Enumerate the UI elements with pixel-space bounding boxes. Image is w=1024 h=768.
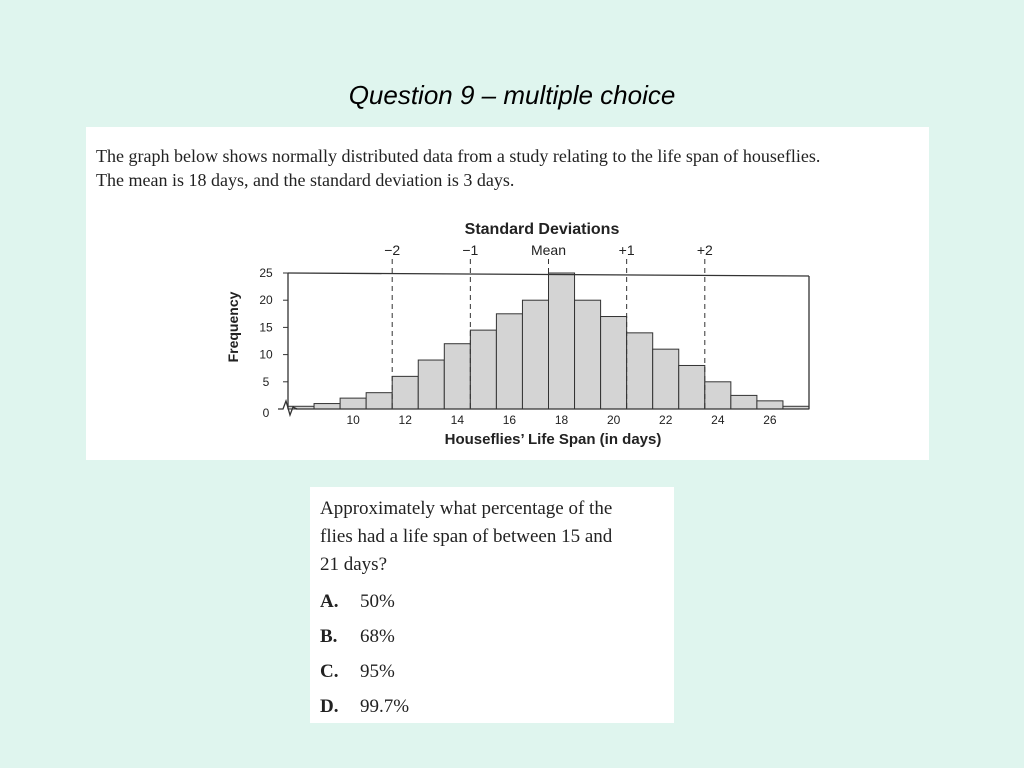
slide-title: Question 9 – multiple choice bbox=[348, 80, 676, 110]
question-line: flies had a life span of between 15 and bbox=[320, 526, 613, 547]
y-axis-label: Frequency bbox=[225, 291, 241, 363]
histogram-bar bbox=[575, 300, 601, 409]
x-tick-label: 14 bbox=[450, 413, 465, 427]
choice-letter: C. bbox=[320, 661, 339, 682]
histogram-bar bbox=[705, 382, 731, 409]
sd-marker-label: Mean bbox=[530, 242, 567, 258]
x-tick-label: 12 bbox=[398, 413, 412, 427]
histogram-bar bbox=[392, 376, 418, 409]
y-tick-label: 20 bbox=[259, 293, 273, 308]
histogram-bar bbox=[757, 401, 783, 409]
y-tick-label: 15 bbox=[259, 320, 273, 335]
question-line: 21 days? bbox=[320, 554, 388, 575]
x-axis-label: Houseflies’ Life Span (in days) bbox=[444, 431, 662, 448]
choice-letter: D. bbox=[320, 696, 339, 717]
x-tick-label: 16 bbox=[502, 413, 517, 427]
sd-marker-label: −2 bbox=[384, 242, 401, 258]
x-tick-label: 22 bbox=[659, 413, 673, 427]
sd-marker-label: +1 bbox=[618, 242, 635, 258]
sd-marker-label: −1 bbox=[462, 242, 479, 258]
x-tick-label: 20 bbox=[606, 413, 621, 427]
chart-title: Standard Deviations bbox=[464, 221, 620, 238]
x-tick-label: 10 bbox=[346, 413, 360, 427]
choice-d[interactable] bbox=[320, 696, 409, 718]
choice-c[interactable] bbox=[320, 661, 395, 683]
histogram-bar bbox=[496, 314, 522, 409]
histogram-bar bbox=[679, 365, 705, 409]
y-tick-label: 0 bbox=[262, 406, 270, 420]
choice-text: 50% bbox=[360, 591, 395, 612]
histogram-bar bbox=[340, 398, 366, 409]
problem-panel bbox=[86, 127, 929, 460]
intro-line: The mean is 18 days, and the standard deviation is 3 days. bbox=[96, 170, 515, 190]
histogram-bar bbox=[653, 349, 679, 409]
histogram-bar bbox=[366, 393, 392, 409]
y-tick-label: 25 bbox=[259, 266, 273, 280]
question-text bbox=[320, 495, 670, 579]
question-line: Approximately what percentage of the bbox=[320, 498, 613, 519]
choice-text: 68% bbox=[360, 626, 395, 647]
choice-a[interactable] bbox=[320, 591, 395, 613]
histogram-bar bbox=[522, 300, 548, 409]
histogram-bar bbox=[627, 333, 653, 409]
y-tick-label: 5 bbox=[262, 374, 270, 389]
histogram-chart bbox=[86, 127, 929, 460]
choice-letter: A. bbox=[320, 591, 339, 612]
choice-b[interactable] bbox=[320, 626, 395, 648]
intro-line: The graph below shows normally distributed data from a study relating to the life span of houseflies. bbox=[96, 146, 821, 166]
histogram-bar bbox=[470, 330, 496, 409]
histogram-bar bbox=[601, 317, 627, 409]
x-tick-label: 26 bbox=[763, 413, 777, 427]
y-tick-label: 10 bbox=[259, 347, 273, 362]
histogram-bar bbox=[314, 404, 340, 409]
choice-text: 99.7% bbox=[360, 696, 410, 717]
choice-text: 95% bbox=[360, 661, 395, 682]
histogram-bar bbox=[731, 395, 757, 409]
histogram-bar bbox=[418, 360, 444, 409]
x-tick-label: 24 bbox=[711, 413, 725, 427]
histogram-bar bbox=[549, 273, 575, 409]
sd-marker-label: +2 bbox=[696, 242, 713, 258]
question-panel bbox=[310, 487, 674, 723]
histogram-bar bbox=[444, 344, 470, 409]
choice-letter: B. bbox=[320, 626, 338, 647]
x-tick-label: 18 bbox=[554, 413, 569, 427]
